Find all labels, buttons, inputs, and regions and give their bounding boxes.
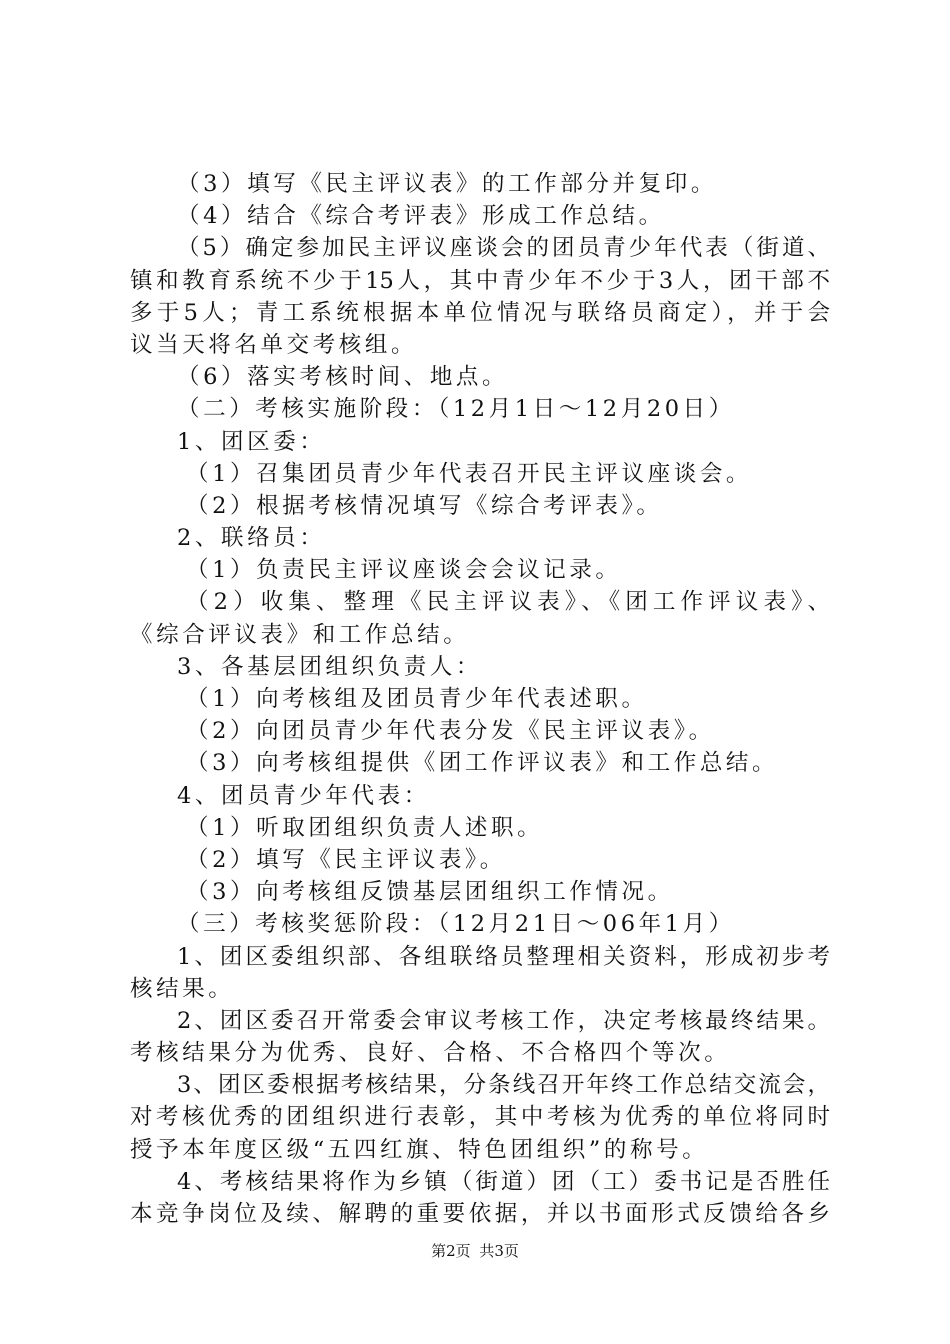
paragraph-line: 《综合评议表》和工作总结。 — [130, 621, 470, 648]
paragraph-line: 授予本年度区级“五四红旗、特色团组织”的称号。 — [130, 1136, 709, 1163]
paragraph-line: 考核结果分为优秀、良好、合格、不合格四个等次。 — [130, 1040, 731, 1067]
subsection-heading: 1、团区委： — [177, 428, 326, 455]
paragraph-line: （2）根据考核情况填写《综合考评表》。 — [186, 492, 663, 519]
page-number: 第2页 — [431, 1242, 471, 1260]
paragraph-line: 议当天将名单交考核组。 — [130, 331, 418, 358]
paragraph-line: 核结果。 — [130, 975, 235, 1002]
paragraph-line: 本竞争岗位及续、解聘的重要依据，并以书面形式反馈给各乡 — [130, 1201, 830, 1227]
paragraph-line: 镇和教育系统不少于15人，其中青少年不少于3人，团干部不 — [130, 267, 830, 294]
paragraph-line: （3）填写《民主评议表》的工作部分并复印。 — [177, 171, 717, 197]
paragraph-line: （5）确定参加民主评议座谈会的团员青少年代表（街道、 — [177, 235, 830, 262]
paragraph-line: 2、团区委召开常委会审议考核工作，决定考核最终结果。 — [177, 1007, 830, 1034]
subsection-heading: 4、团员青少年代表： — [177, 782, 430, 809]
paragraph-line: 1、团区委组织部、各组联络员整理相关资料，形成初步考 — [177, 943, 830, 970]
document-body — [130, 168, 830, 1230]
paragraph-line: （1）听取团组织负责人述职。 — [186, 814, 544, 841]
paragraph-line: （1）向考核组及团员青少年代表述职。 — [186, 686, 648, 712]
paragraph-line: 3、团区委根据考核结果，分条线召开年终工作总结交流会， — [177, 1072, 830, 1099]
paragraph-line: 4、考核结果将作为乡镇（街道）团（工）委书记是否胜任 — [177, 1168, 830, 1195]
paragraph-line: （2）收集、整理《民主评议表》、《团工作评议表》、 — [186, 589, 830, 616]
paragraph-line: 对考核优秀的团组织进行表彰，其中考核为优秀的单位将同时 — [130, 1104, 830, 1131]
paragraph-line: （4）结合《综合考评表》形成工作总结。 — [177, 203, 665, 230]
subsection-heading: 3、各基层团组织负责人： — [177, 653, 483, 680]
section-heading: （三）考核奖惩阶段：（12月21日～06年1月） — [177, 911, 735, 938]
paragraph-line: （1）召集团员青少年代表召开民主评议座谈会。 — [186, 460, 753, 487]
paragraph-line: （2）填写《民主评议表》。 — [186, 846, 506, 873]
page-footer — [0, 1240, 950, 1261]
paragraph-line: （1）负责民主评议座谈会会议记录。 — [186, 557, 622, 584]
subsection-heading: 2、联络员： — [177, 525, 326, 552]
paragraph-line: （6）落实考核时间、地点。 — [177, 364, 509, 391]
paragraph-line: 多于5人；青工系统根据本单位情况与联络员商定），并于会 — [130, 299, 830, 326]
page-total: 共3页 — [479, 1242, 519, 1260]
paragraph-line: （2）向团员青少年代表分发《民主评议表》。 — [186, 718, 715, 745]
section-heading: （二）考核实施阶段：（12月1日～12月20日） — [177, 396, 735, 423]
paragraph-line: （3）向考核组提供《团工作评议表》和工作总结。 — [186, 750, 779, 777]
paragraph-line: （3）向考核组反馈基层团组织工作情况。 — [186, 879, 674, 906]
